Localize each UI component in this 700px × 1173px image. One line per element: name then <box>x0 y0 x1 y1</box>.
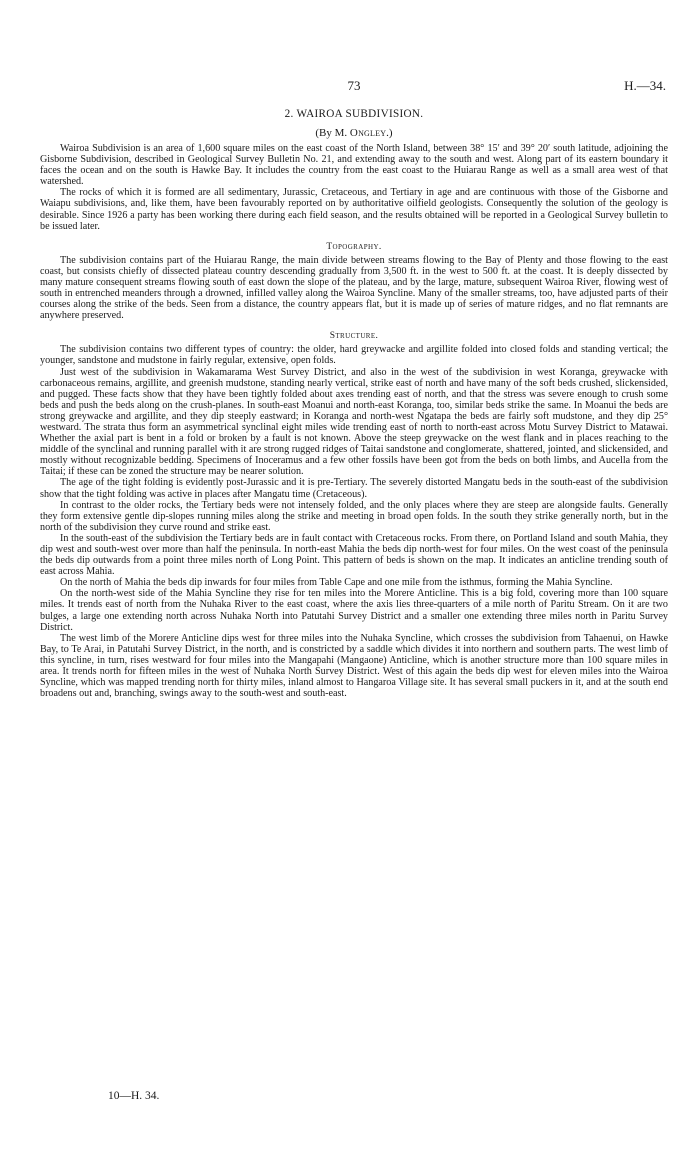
paragraph: In the south-east of the subdivision the Tertiary beds are in fault contact with Cretaceous rocks. From there, on Portland Island and south Mahia, they dip west and south-west over more than half the peninsula. In north-east Mahia the beds dip north-west for four miles. On the west coast of the peninsula the beds dip outwards from a point three miles north of Long Point. This pattern of beds is shown on the map. It indicates an anticline trending south of east across Mahia. <box>40 532 668 578</box>
paragraph: The rocks of which it is formed are all sedimentary, Jurassic, Cretaceous, and Tertiary in age and are continuous with those of the Gisborne and Waiapu subdivisions, and, like them, have been favourably reported on by authoritative oilfield geologists. Consequently the solution of the geology is desirable. Since 1926 a party has been working there during each field season, and the results obtained will be reported in a Geological Survey bulletin to be issued later. <box>40 187 668 232</box>
paragraph: On the north of Mahia the beds dip inwards for four miles from Table Cape and one mile from the isthmus, forming the Mahia Syncline. <box>60 577 613 589</box>
byline <box>40 127 668 139</box>
paragraph: In contrast to the older rocks, the Tertiary beds were not intensely folded, and the only places where they are steep are alongside faults. Generally they form extensive gentle dip-slopes running miles along the strike and meeting in broad open folds. In the south they strike generally north, but in the north of the subdivision they curve round and strike east. <box>40 499 668 533</box>
paragraph: The subdivision contains two different types of country: the older, hard greywacke and argillite folded into closed folds and standing vertical; the younger, sandstone and mudstone in fairly regular, extensive, open folds. <box>40 344 668 367</box>
paragraph: The age of the tight folding is evidently post-Jurassic and it is pre-Tertiary. The severely distorted Mangatu beds in the south-east of the subdivision show that the tight folding was active in places after Mangatu time (Cretaceous). <box>40 477 668 500</box>
section-title: 2. WAIROA SUBDIVISION. <box>284 108 424 120</box>
paragraph: On the north-west side of the Mahia Syncline they rise for ten miles into the Morere Anticline. This is a big fold, covering more than 100 square miles. It trends east of north from the Nuhaka River to the east coast, where the axis lies three-quarters of a mile north of Paritu Stream. On it are two bulges, a large one extending north across Nuhaka North into Patutahi Survey District and a smaller one extending three miles north in Paritu Survey District. <box>40 588 668 633</box>
byline-prefix: (By M. <box>315 127 348 139</box>
page-number: 73 <box>347 78 361 93</box>
section-heading-topography: Topography. <box>326 241 382 252</box>
document-page <box>40 0 668 1173</box>
paragraph: Wairoa Subdivision is an area of 1,600 square miles on the east coast of the North Island, between 38° 15′ and 39° 20′ south latitude, adjoining the Gisborne Subdivision, described in Geological Survey Bulletin No. 21, and extending away to the south and west. Along part of its eastern boundary it faces the ocean and on the south is Hawke Bay. It includes the country from the east coast to the Huiarau Range as well as a small area west of that watershed. <box>40 143 668 188</box>
document-code: H.—34. <box>624 78 666 93</box>
paragraph: The west limb of the Morere Anticline dips west for three miles into the Nuhaka Syncline, which crosses the subdivision from Tahaenui, on Hawke Bay, to Te Arai, in Patutahi Survey District, in the north, and is constricted by a saddle which divides it into northern and southern parts. The west limb of this syncline, in turn, rises westward for four miles into the Mangapahi (Mangaone) Anticline, which is another structure more than 100 square miles in area. It trends north for fifteen miles in the west of Nuhaka North Survey District. West of this again the beds dip west for eleven miles into the Wairoa Syncline, which was mapped trending north for thirty miles, inland almost to Hangaroa Village site. It has several small puckers in it, and at the south end broadens out and, branching, swings away to the south-west and south-east. <box>40 632 668 700</box>
section-heading-structure: Structure. <box>329 331 379 342</box>
body-content <box>40 108 668 699</box>
paragraph: The subdivision contains part of the Huiarau Range, the main divide between streams flowing to the Bay of Plenty and those flowing to the east coast, but consists chiefly of dissected plateau country descending gradually from 3,500 ft. in the west to 500 ft. at the coast. It is deeply dissected by many mature consequent streams flowing south of east down the slope of the plateau, and by the large, mature, subsequent Wairoa River, flowing west of south in entrenched meanders through a drowned, infilled valley along the Wairoa Syncline. Many of the smaller streams, too, have adjusted parts of their courses along the strike of the beds. Seen from a distance, the country appears flat, but it is made up of series of mature ridges, and no flat remnants are anywhere preserved. <box>40 254 668 322</box>
paragraph: Just west of the subdivision in Wakamarama West Survey District, and also in the west of the subdivision in west Koranga, greywacke with carbonaceous remains, argillite, and greenish mudstone, standing nearly vertical, strike east of north and have many of the soft beds crushed, slickensided, and pugged. These facts show that they have been tightly folded about axes trending east of north, and that the stress was severe enough to crush some beds and push the beds along on the crush-planes. In south-east Moanui and north-east Koranga, too, similar beds strike the same. In Moanui the beds are strong greywacke and argillite, and they dip steeply eastward; in Koranga and north-west Ngatapa the beds are fairly soft mudstone, and they dip 25° westward. The strata thus form an asymmetrical synclinal eight miles wide trending east of north to north-east across Motu Survey District to Matawai. Whether the axial part is bent in a fold or broken by a fault is not known. Above the steep greywacke on the west flank and in places reaching to the middle of the synclinal and running parallel with it are strong rugged ridges of Taitai sandstone and conglomerate, shattered, jointed, and slickensided, and mostly without recognizable bedding. Specimens of Inoceramus and a few other fossils have been got from the beds on both limbs, and Aucella from the Taitai; if these can be zoned the structure may be nearer solution. <box>40 366 668 478</box>
byline-suffix: .) <box>386 127 393 139</box>
byline-author: Ongley <box>349 127 387 139</box>
footer-signature: 10—H. 34. <box>108 1090 160 1102</box>
